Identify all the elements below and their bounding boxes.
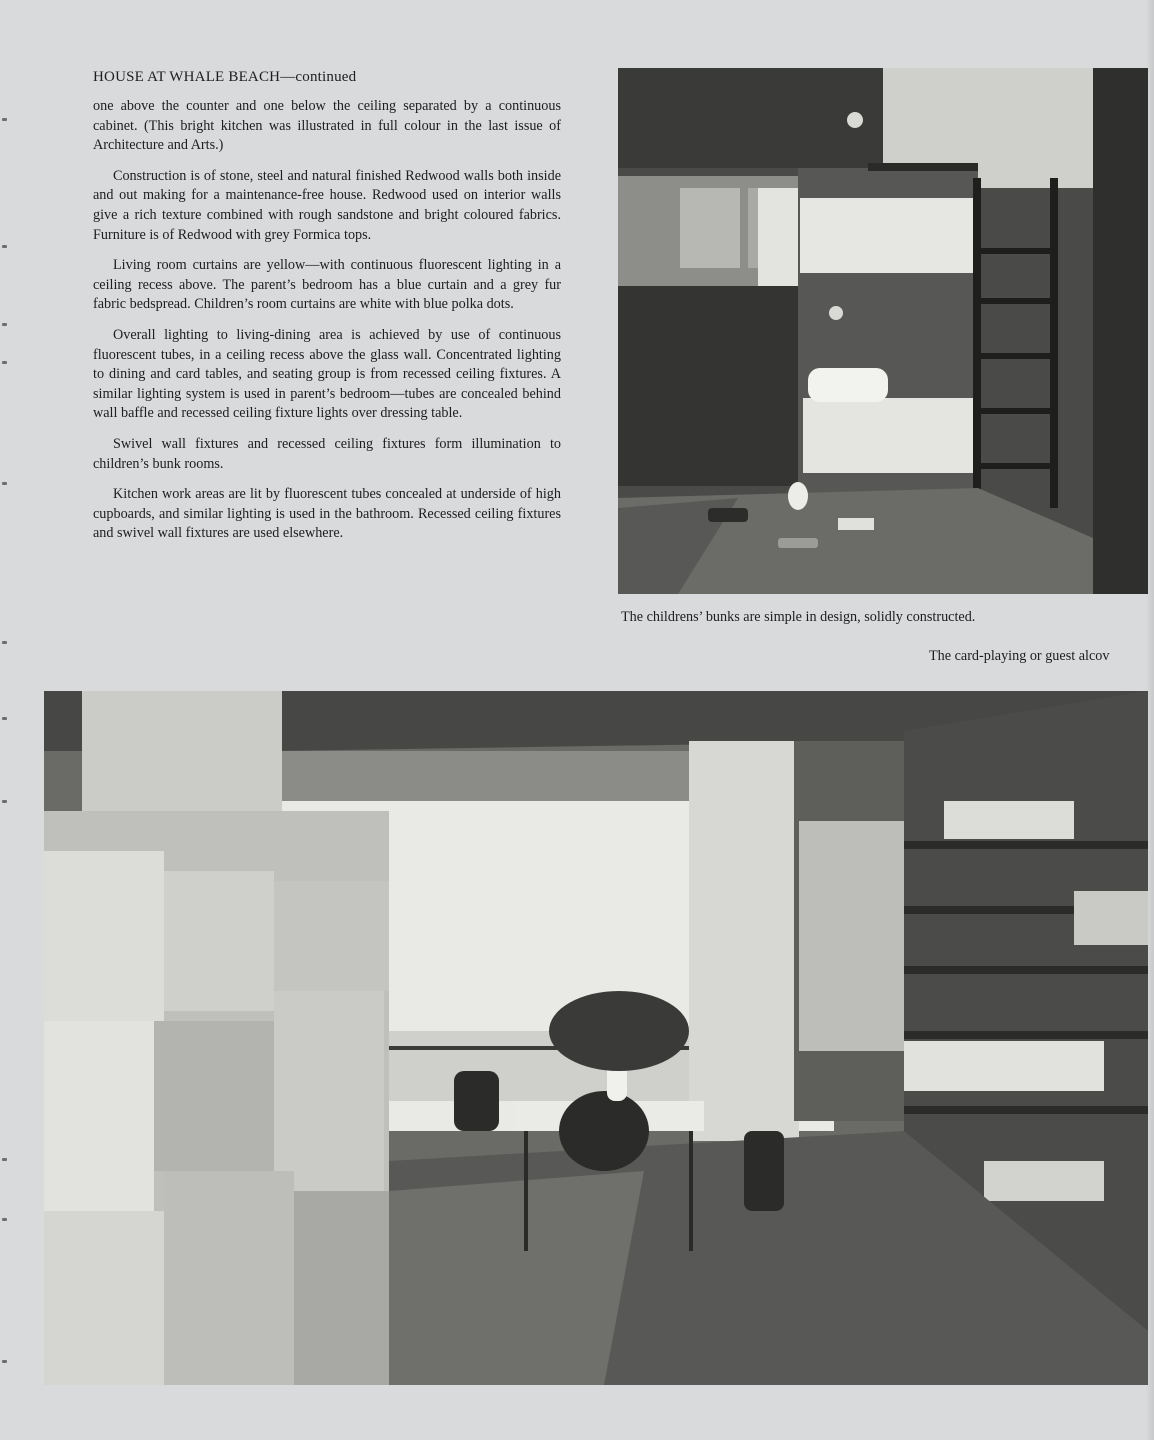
bunks-photo xyxy=(618,68,1148,594)
binding-hole xyxy=(2,1360,7,1363)
running-head: HOUSE AT WHALE BEACH—continued xyxy=(93,69,357,85)
paragraph: Construction is of stone, steel and natural finished Redwood walls both inside and out making for a maintenance-free house. Redwood used on interior walls give a rich texture combined with rough sandstone and bright coloured fabrics. Furniture is of Redwood with grey Formica tops. xyxy=(93,167,561,243)
paragraph: Living room curtains are yellow—with continuous fluorescent lighting in a ceiling recess above. The parent’s bedroom has a blue curtain and a grey fur fabric bedspread. Children’s room curtains are white with blue polka dots. xyxy=(93,257,561,313)
binding-hole xyxy=(2,245,7,248)
binding-hole xyxy=(2,323,7,326)
paragraph: Swivel wall fixtures and recessed ceiling fixtures form illumination to children’s bunk rooms. xyxy=(93,435,561,472)
paragraph: one above the counter and one below the ceiling separated by a continuous cabinet. (This bright kitchen was illustrated in full colour in the last issue of Architecture and Arts.) xyxy=(93,98,561,154)
binding-hole xyxy=(2,1218,7,1221)
binding-hole xyxy=(2,641,7,644)
paragraph: Kitchen work areas are lit by fluorescent tubes concealed at underside of high cupboards, and similar lighting is used in the bathroom. Recessed ceiling fixtures and swivel wall fixtures are used elsewhere. xyxy=(93,486,561,542)
binding-hole xyxy=(2,361,7,364)
binding-hole xyxy=(2,1158,7,1161)
article-column xyxy=(93,69,561,555)
alcove-photo xyxy=(44,691,1148,1385)
binding-hole xyxy=(2,118,7,121)
binding-hole xyxy=(2,482,7,485)
bunks-caption: The childrens’ bunks are simple in design, solidly constructed. xyxy=(621,609,976,625)
alcove-caption: The card-playing or guest alcov xyxy=(929,648,1110,664)
paragraph: Overall lighting to living-dining area is achieved by use of continuous fluorescent tubes, in a ceiling recess above the glass wall. Concentrated lighting to dining and card tables, and seating group is from recessed ceiling fixtures. A similar lighting system is used in parent’s bedroom—tubes are concealed behind wall baffle and recessed ceiling fixture lights over dressing table. xyxy=(93,326,561,422)
binding-hole xyxy=(2,800,7,803)
binding-hole xyxy=(2,717,7,720)
